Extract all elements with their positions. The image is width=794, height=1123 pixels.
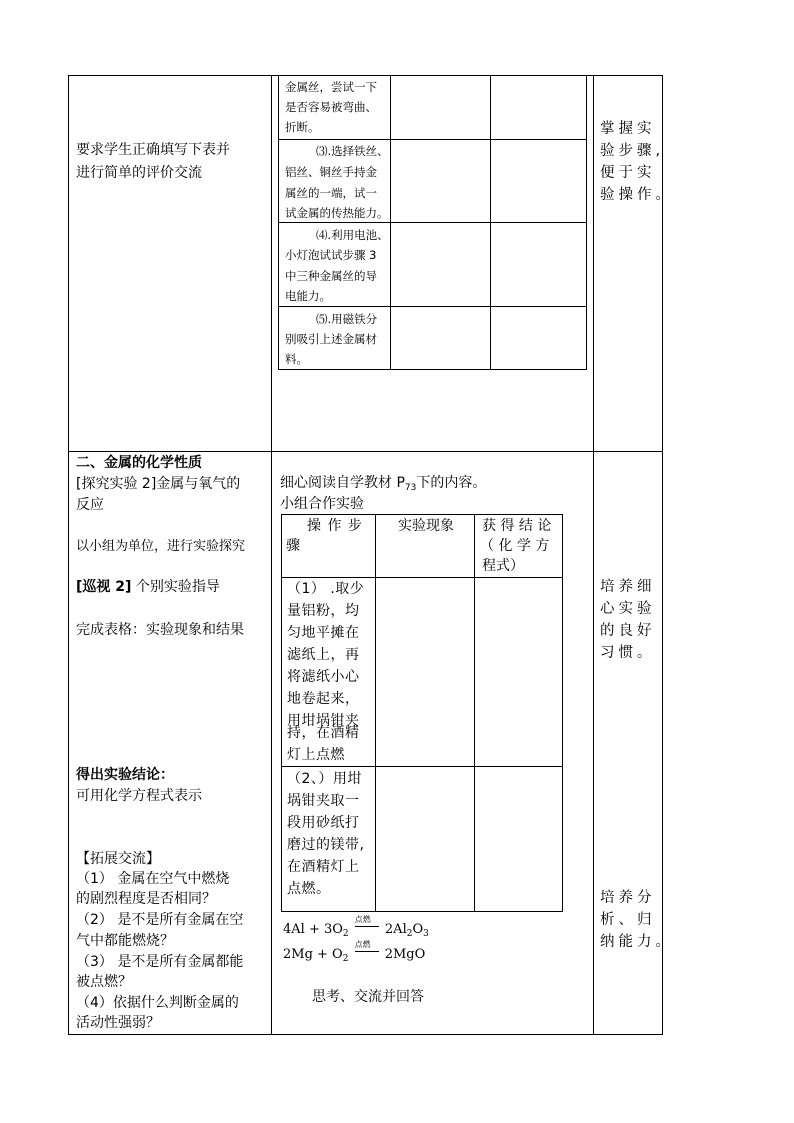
patrol-label: [巡视 2] [76, 579, 132, 595]
group-unit-text: 以小组为单位，进行实验探究 [76, 539, 246, 554]
inner-row4-line3: 料。 [285, 352, 308, 366]
section-heading: 二、金属的化学性质 [76, 455, 202, 471]
right1-line3: 的良好 [600, 623, 656, 639]
row1-line1: （1） .取少 [287, 581, 365, 597]
right2-line2: 析、归 [600, 912, 656, 928]
row1-line5: 将滤纸小心 [287, 669, 360, 685]
row1-line2: 量铝粉，均 [287, 603, 360, 619]
expand-heading: 【拓展交流】 [76, 851, 160, 867]
inner-row1-line1: 金属丝，尝试一下 [285, 80, 377, 94]
eq1-mid: O [412, 922, 424, 937]
conclusion-heading: 得出实验结论： [76, 767, 174, 783]
read-pre: 细心阅读自学教材 P [280, 475, 405, 491]
inner-row1-line2: 是否容易被弯曲、 [285, 100, 377, 114]
complete-table-text: 完成表格：实验现象和结果 [76, 622, 244, 638]
eq2-left: 2Mg + O [283, 947, 343, 962]
expand-line5: （3） 是不是所有金属都能 [76, 954, 244, 970]
eq1-right: 2Al [380, 922, 407, 937]
row2-line2: 埚钳夹取一 [287, 793, 360, 809]
header-steps-2: 骤 [286, 538, 300, 554]
inner-row2-line3: 属丝的一端，试一 [285, 186, 377, 200]
right2-line3: 纳能力。 [600, 934, 674, 950]
row2-line4: 磨过的镁带, [287, 837, 365, 853]
inner-row4-line1: ⑸.用磁铁分 [316, 312, 378, 326]
read-sub: 73 [404, 483, 417, 493]
expand-line6: 被点燃？ [76, 974, 132, 990]
eq2-condition-arrow [355, 942, 379, 956]
eq1-condition-arrow [355, 917, 379, 931]
top-right-line1: 掌握实 [600, 121, 656, 137]
row1-line8: 持，在酒精 [287, 725, 360, 741]
inner-row4-line2: 别吸引上述金属材 [285, 332, 377, 346]
equation-magnesium [283, 942, 425, 964]
inner-row1-line3: 折断。 [285, 120, 320, 134]
top-left-text-1: 要求学生正确填写下表并 [76, 142, 230, 158]
read-post: 下的内容。 [416, 475, 487, 491]
eq1-left: 4Al + 3O [283, 922, 343, 937]
header-conclusion-2: （ 化 学 方 [480, 538, 550, 554]
right2-line1: 培养分 [600, 890, 656, 906]
top-right-line4: 验操作。 [600, 187, 674, 203]
experiment-title-line1: [探究实验 2]金属与氧气的 [76, 476, 241, 492]
inner-row2-line4: 试金属的传热能力。 [285, 206, 389, 220]
expand-line7: （4）依据什么判断金属的 [76, 995, 239, 1011]
row1-line9: 灯上点燃 [287, 747, 345, 763]
expand-line1: （1） 金属在空气中燃烧 [76, 871, 230, 887]
eq1-sub1: 2 [342, 929, 349, 939]
experiment-title-line2: 反应 [76, 497, 104, 513]
top-right-line3: 便于实 [600, 165, 656, 181]
expand-line2: 的剧烈程度是否相同？ [76, 891, 216, 907]
eq1-condition: 点燃 [354, 915, 371, 924]
inner-row3-line2: 小灯泡试试步骤 3 [285, 248, 377, 262]
patrol-line [76, 578, 220, 596]
right1-line1: 培养细 [600, 579, 656, 595]
inner-row2-line2: 铝丝、铜丝手持金 [285, 165, 377, 179]
expand-line8: 活动性强弱？ [76, 1015, 160, 1031]
row2-line3: 段用砂纸打 [287, 815, 360, 831]
row2-line5: 在酒精灯上 [287, 859, 360, 875]
row1-line3: 匀地平摊在 [287, 625, 360, 641]
inner-row3-line1: ⑷.利用电池、 [316, 228, 389, 242]
patrol-text: 个别实验指导 [131, 579, 220, 595]
header-conclusion-3: 程式） [482, 558, 524, 574]
right1-line2: 心实验 [600, 601, 656, 617]
row1-line6: 地卷起来， [287, 691, 360, 707]
conclusion-text: 可用化学方程式表示 [76, 788, 202, 804]
inner-row2-line1: ⑶.选择铁丝、 [316, 144, 389, 158]
right1-line4: 习惯。 [600, 645, 656, 661]
inner-row3-line3: 中三种金属丝的导 [285, 269, 377, 283]
row1-line7: 用坩埚钳夹 [287, 713, 360, 729]
header-phenomenon: 实验现象 [398, 518, 454, 534]
header-conclusion-1: 获 得 结 论 [482, 518, 552, 534]
eq2-sub1: 2 [342, 954, 349, 964]
row2-line1: （2、）用坩 [287, 771, 362, 787]
group-experiment-text: 小组合作实验 [280, 496, 364, 512]
inner-row3-line4: 电能力。 [285, 289, 331, 303]
answer-text: 思考、交流并回答 [312, 989, 424, 1005]
eq2-right: 2MgO [380, 947, 426, 962]
eq1-sub2: 2 [406, 929, 413, 939]
eq1-sub3: 3 [423, 929, 429, 939]
row2-line6: 点燃。 [287, 881, 331, 897]
top-right-line2: 验步骤, [600, 143, 665, 159]
top-left-text-2: 进行简单的评价交流 [76, 165, 202, 181]
eq2-condition: 点燃 [354, 940, 371, 949]
read-textbook-line [280, 474, 486, 497]
equation-aluminum [283, 917, 429, 939]
expand-line3: （2） 是不是所有金属在空 [76, 912, 244, 928]
header-steps-1: 操 作 步 [307, 518, 363, 534]
expand-line4: 气中都能燃烧？ [76, 933, 174, 949]
row1-line4: 滤纸上，再 [287, 647, 360, 663]
